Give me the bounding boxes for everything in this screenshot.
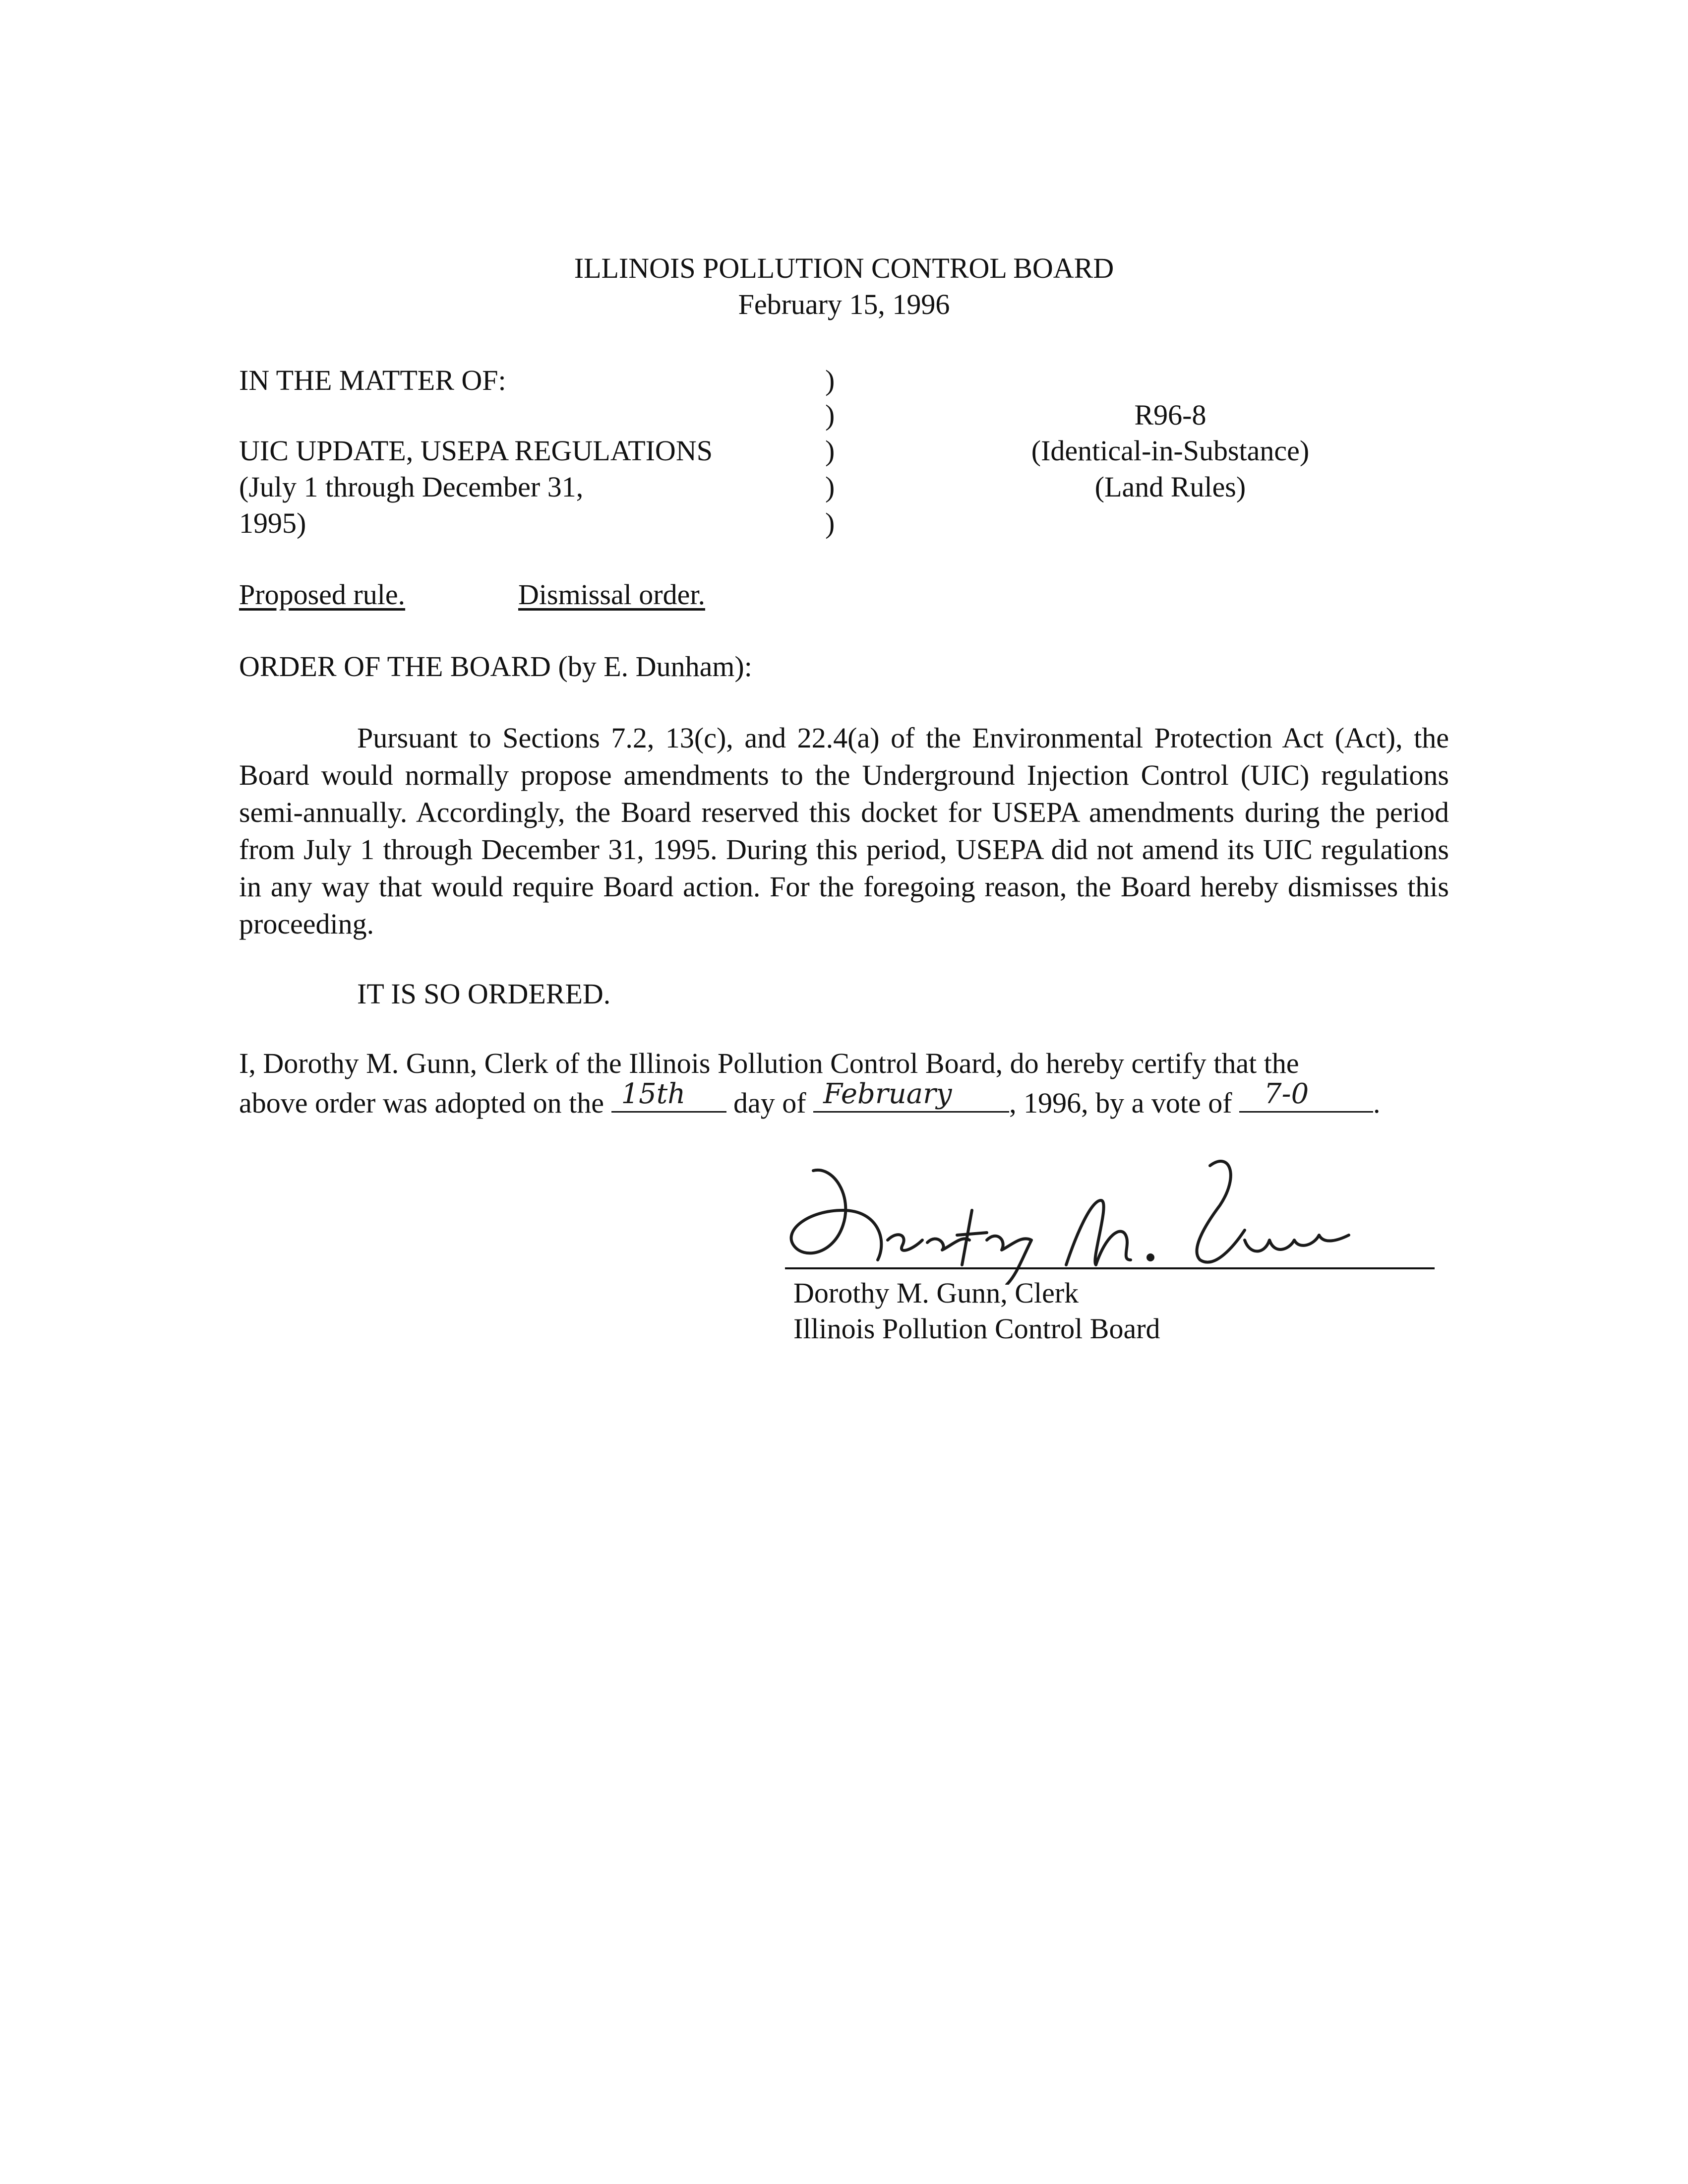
order-body-paragraph: Pursuant to Sections 7.2, 13(c), and 22.4(a) of the Environmental Protection Act (Act), the Board would normally propose amendments to the Underground Injection Control (UIC) regulations semi-annually. Accordingly, the Board reserved this docket for USEPA amendments during the period from July 1 through December 31, 1995. During this period, USEPA did not amend its UIC regulations in any way that would require Board action. For the foregoing reason, the Board hereby dismisses this proceeding. bbox=[239, 722, 1449, 940]
signatory-name-title: Dorothy M. Gunn, Clerk bbox=[793, 1277, 1079, 1309]
caption-paren: ) bbox=[825, 399, 835, 431]
caption-subject-line3: 1995) bbox=[239, 507, 306, 539]
vote-handwritten: 7-0 bbox=[1264, 1078, 1309, 1110]
in-the-matter-label: IN THE MATTER OF: bbox=[239, 364, 506, 396]
day-blank bbox=[611, 1078, 726, 1113]
caption-subject-line1: UIC UPDATE, USEPA REGULATIONS bbox=[239, 435, 713, 467]
dismissal-order-label: Dismissal order. bbox=[518, 578, 705, 611]
docket-type: (Identical-in-Substance) bbox=[1031, 435, 1310, 467]
day-of-label: day of bbox=[733, 1087, 806, 1119]
certification-line1: I, Dorothy M. Gunn, Clerk of the Illinois Pollution Control Board, do hereby certify that the bbox=[239, 1047, 1299, 1079]
caption-paren: ) bbox=[825, 435, 835, 467]
certification-prefix: above order was adopted on the bbox=[239, 1087, 604, 1119]
signature-image bbox=[774, 1136, 1443, 1285]
month-blank bbox=[813, 1078, 1009, 1113]
day-handwritten: 15th bbox=[621, 1078, 686, 1110]
so-ordered: IT IS SO ORDERED. bbox=[357, 978, 611, 1010]
certification-line2 bbox=[239, 1078, 1381, 1119]
proposed-rule-label: Proposed rule. bbox=[239, 578, 406, 611]
signature-scrawl bbox=[774, 1136, 1443, 1285]
caption-paren: ) bbox=[825, 507, 835, 539]
year-text: , 1996, by a vote of bbox=[1009, 1087, 1232, 1119]
document-date: February 15, 1996 bbox=[738, 288, 950, 320]
caption-paren: ) bbox=[825, 471, 835, 503]
agency-name: ILLINOIS POLLUTION CONTROL BOARD bbox=[574, 252, 1114, 284]
caption-paren: ) bbox=[825, 364, 835, 396]
order-heading: ORDER OF THE BOARD (by E. Dunham): bbox=[239, 650, 752, 683]
month-handwritten: February bbox=[823, 1078, 952, 1110]
certification-end: . bbox=[1373, 1087, 1381, 1119]
signatory-organization: Illinois Pollution Control Board bbox=[793, 1312, 1160, 1345]
caption-subject-line2: (July 1 through December 31, bbox=[239, 471, 584, 503]
docket-category: (Land Rules) bbox=[1094, 471, 1246, 503]
signature-line bbox=[785, 1267, 1435, 1269]
docket-number: R96-8 bbox=[1134, 399, 1206, 431]
vote-blank bbox=[1239, 1078, 1373, 1113]
